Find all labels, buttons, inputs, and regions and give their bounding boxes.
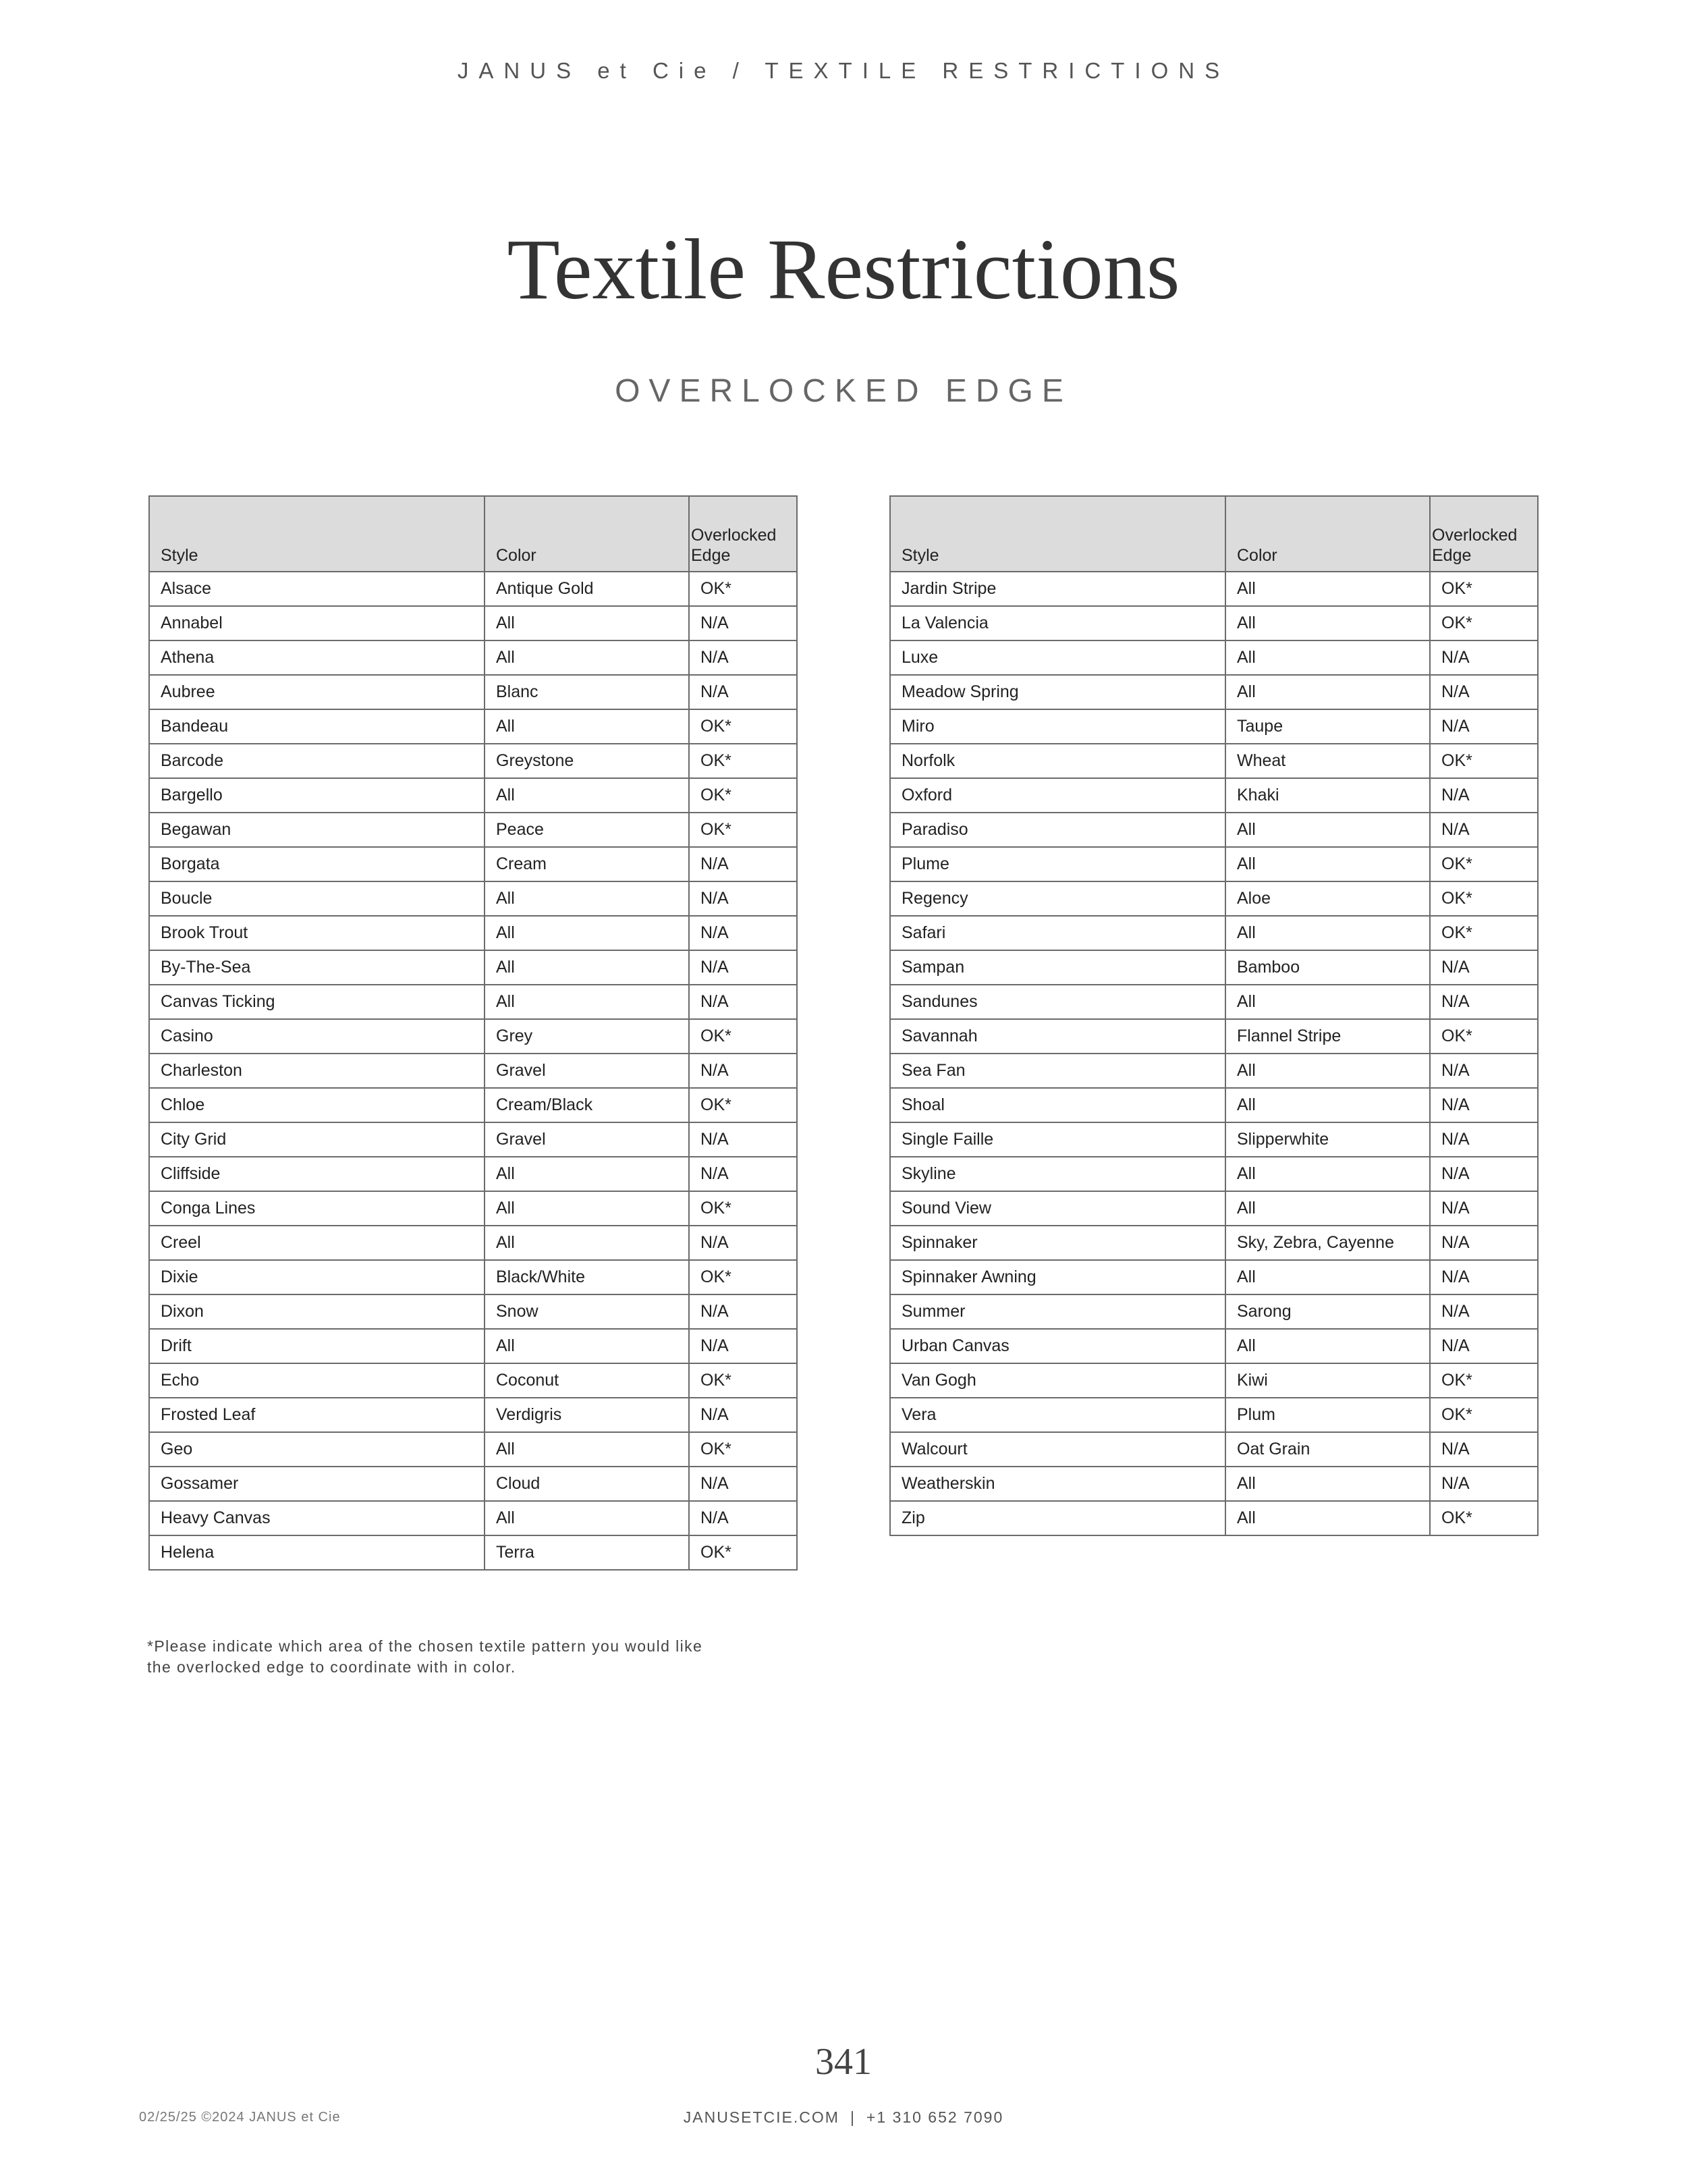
table-cell-style: Oxford [890, 778, 1225, 813]
table-cell-overlocked-edge: OK* [689, 572, 797, 606]
table-cell-style: Canvas Ticking [149, 985, 485, 1019]
table-cell-overlocked-edge: N/A [689, 916, 797, 950]
table-row [890, 709, 1538, 744]
table-cell-color: Kiwi [1225, 1363, 1430, 1398]
table-row [149, 813, 797, 847]
table-cell-style: Geo [149, 1432, 485, 1467]
table-cell-style: Miro [890, 709, 1225, 744]
table-row [149, 1191, 797, 1226]
table-cell-overlocked-edge: N/A [1430, 1294, 1538, 1329]
table-cell-overlocked-edge: N/A [689, 950, 797, 985]
table-cell-color: Slipperwhite [1225, 1122, 1430, 1157]
table-cell-color: All [485, 640, 689, 675]
table-row [890, 985, 1538, 1019]
column-header-overlocked-edge: Overlocked Edge [689, 496, 797, 572]
footer-date-copyright: 02/25/25 ©2024 JANUS et Cie [139, 2110, 341, 2125]
table-cell-style: Spinnaker Awning [890, 1260, 1225, 1294]
table-row [149, 1329, 797, 1363]
table-cell-style: Boucle [149, 881, 485, 916]
table-cell-overlocked-edge: N/A [1430, 1329, 1538, 1363]
footer-website-link[interactable]: JANUSETCIE.COM [683, 2108, 839, 2126]
table-cell-overlocked-edge: N/A [1430, 1157, 1538, 1191]
table-cell-overlocked-edge: OK* [1430, 881, 1538, 916]
table-cell-color: All [1225, 1088, 1430, 1122]
table-row [149, 916, 797, 950]
table-cell-color: All [485, 1191, 689, 1226]
table-cell-overlocked-edge: N/A [689, 1329, 797, 1363]
table-row [890, 675, 1538, 709]
table-cell-color: Khaki [1225, 778, 1430, 813]
table-cell-style: La Valencia [890, 606, 1225, 640]
table-row [149, 572, 797, 606]
table-cell-style: Bargello [149, 778, 485, 813]
table-cell-style: Safari [890, 916, 1225, 950]
table-cell-color: All [1225, 1467, 1430, 1501]
table-cell-style: Bandeau [149, 709, 485, 744]
table-cell-color: All [1225, 1260, 1430, 1294]
table-cell-style: Echo [149, 1363, 485, 1398]
table-cell-color: Flannel Stripe [1225, 1019, 1430, 1054]
table-row [890, 1226, 1538, 1260]
table-cell-color: All [1225, 847, 1430, 881]
column-header-overlocked-edge: Overlocked Edge [1430, 496, 1538, 572]
table-cell-overlocked-edge: N/A [689, 1122, 797, 1157]
table-cell-color: Terra [485, 1535, 689, 1570]
table-cell-color: Bamboo [1225, 950, 1430, 985]
table-cell-color: Cream/Black [485, 1088, 689, 1122]
table-cell-overlocked-edge: N/A [689, 985, 797, 1019]
table-cell-color: All [1225, 1191, 1430, 1226]
table-cell-overlocked-edge: OK* [1430, 1019, 1538, 1054]
table-cell-style: Dixon [149, 1294, 485, 1329]
table-row [890, 1088, 1538, 1122]
footer-phone: +1 310 652 7090 [866, 2108, 1004, 2126]
table-cell-style: Paradiso [890, 813, 1225, 847]
table-cell-style: Borgata [149, 847, 485, 881]
table-cell-style: Barcode [149, 744, 485, 778]
table-row [890, 1294, 1538, 1329]
table-cell-color: Taupe [1225, 709, 1430, 744]
table-row [890, 1398, 1538, 1432]
table-cell-overlocked-edge: OK* [689, 1363, 797, 1398]
column-header-color: Color [1225, 496, 1430, 572]
table-row [890, 1432, 1538, 1467]
table-cell-style: Norfolk [890, 744, 1225, 778]
table-row [890, 1019, 1538, 1054]
table-cell-style: Annabel [149, 606, 485, 640]
page-number: 341 [815, 2041, 872, 2083]
table-row [890, 640, 1538, 675]
table-cell-overlocked-edge: N/A [689, 1226, 797, 1260]
table-cell-color: All [485, 881, 689, 916]
table-cell-style: Zip [890, 1501, 1225, 1535]
table-cell-color: Sky, Zebra, Cayenne [1225, 1226, 1430, 1260]
table-cell-color: Gravel [485, 1054, 689, 1088]
table-cell-overlocked-edge: N/A [1430, 640, 1538, 675]
table-cell-color: All [1225, 572, 1430, 606]
table-cell-style: Sandunes [890, 985, 1225, 1019]
table-row [149, 1226, 797, 1260]
table-cell-style: Creel [149, 1226, 485, 1260]
table-cell-color: All [1225, 1157, 1430, 1191]
table-cell-overlocked-edge: N/A [689, 881, 797, 916]
table-cell-style: Single Faille [890, 1122, 1225, 1157]
table-header-row [149, 496, 797, 572]
table-cell-color: All [1225, 985, 1430, 1019]
table-cell-style: Van Gogh [890, 1363, 1225, 1398]
table-cell-overlocked-edge: OK* [1430, 606, 1538, 640]
restrictions-table-left [148, 495, 798, 1571]
table-cell-style: Aubree [149, 675, 485, 709]
table-cell-style: Sampan [890, 950, 1225, 985]
table-cell-style: Savannah [890, 1019, 1225, 1054]
table-cell-color: Grey [485, 1019, 689, 1054]
table-row [890, 1467, 1538, 1501]
table-cell-overlocked-edge: OK* [689, 1088, 797, 1122]
table-cell-color: Cream [485, 847, 689, 881]
table-row [149, 950, 797, 985]
table-row [149, 744, 797, 778]
table-row [149, 640, 797, 675]
table-cell-style: Alsace [149, 572, 485, 606]
table-row [890, 881, 1538, 916]
table-cell-color: All [1225, 916, 1430, 950]
table-cell-overlocked-edge: N/A [689, 606, 797, 640]
table-row [149, 1535, 797, 1570]
table-cell-color: All [1225, 1501, 1430, 1535]
table-row [890, 606, 1538, 640]
table-cell-overlocked-edge: OK* [689, 813, 797, 847]
table-row [149, 1122, 797, 1157]
page-header: JANUS et Cie / TEXTILE RESTRICTIONS [457, 58, 1230, 83]
table-cell-overlocked-edge: N/A [689, 1398, 797, 1432]
table-row [890, 778, 1538, 813]
table-row [149, 1157, 797, 1191]
table-cell-overlocked-edge: N/A [689, 1054, 797, 1088]
table-cell-overlocked-edge: OK* [689, 744, 797, 778]
table-cell-color: All [485, 1226, 689, 1260]
footnote-line: the overlocked edge to coordinate with in color. [147, 1658, 516, 1676]
table-cell-style: Conga Lines [149, 1191, 485, 1226]
table-cell-style: Luxe [890, 640, 1225, 675]
table-row [149, 1363, 797, 1398]
table-cell-overlocked-edge: OK* [689, 778, 797, 813]
table-cell-overlocked-edge: OK* [1430, 572, 1538, 606]
table-cell-style: Plume [890, 847, 1225, 881]
table-cell-style: Athena [149, 640, 485, 675]
table-cell-overlocked-edge: OK* [689, 1191, 797, 1226]
column-header-color: Color [485, 496, 689, 572]
table-cell-color: All [485, 916, 689, 950]
table-cell-overlocked-edge: N/A [1430, 1191, 1538, 1226]
table-cell-overlocked-edge: N/A [1430, 709, 1538, 744]
table-row [149, 778, 797, 813]
table-cell-style: Helena [149, 1535, 485, 1570]
table-cell-overlocked-edge: N/A [1430, 813, 1538, 847]
table-cell-color: All [1225, 1329, 1430, 1363]
table-cell-color: All [485, 950, 689, 985]
table-cell-overlocked-edge: N/A [689, 1501, 797, 1535]
table-cell-color: Antique Gold [485, 572, 689, 606]
table-cell-color: Peace [485, 813, 689, 847]
table-cell-color: Black/White [485, 1260, 689, 1294]
table-row [149, 1501, 797, 1535]
table-cell-color: All [1225, 813, 1430, 847]
table-cell-color: All [485, 1432, 689, 1467]
footer-contact [0, 2108, 1687, 2127]
table-cell-color: All [1225, 640, 1430, 675]
table-row [890, 1260, 1538, 1294]
table-cell-style: City Grid [149, 1122, 485, 1157]
table-row [149, 1467, 797, 1501]
restrictions-table-right [889, 495, 1539, 1536]
table-cell-style: Charleston [149, 1054, 485, 1088]
table-cell-overlocked-edge: N/A [1430, 778, 1538, 813]
table-row [890, 1501, 1538, 1535]
footnote [147, 1636, 754, 1678]
table-row [890, 1363, 1538, 1398]
table-row [149, 881, 797, 916]
table-cell-color: All [485, 1501, 689, 1535]
table-cell-style: Weatherskin [890, 1467, 1225, 1501]
table-cell-color: All [1225, 1054, 1430, 1088]
table-cell-overlocked-edge: N/A [1430, 1260, 1538, 1294]
table-row [890, 813, 1538, 847]
table-cell-overlocked-edge: OK* [1430, 847, 1538, 881]
table-cell-style: Sea Fan [890, 1054, 1225, 1088]
table-cell-color: Cloud [485, 1467, 689, 1501]
table-cell-style: Summer [890, 1294, 1225, 1329]
table-cell-style: Drift [149, 1329, 485, 1363]
table-cell-overlocked-edge: N/A [689, 1467, 797, 1501]
table-cell-style: By-The-Sea [149, 950, 485, 985]
table-cell-color: All [485, 1329, 689, 1363]
table-cell-overlocked-edge: N/A [689, 640, 797, 675]
table-cell-color: Verdigris [485, 1398, 689, 1432]
table-cell-style: Vera [890, 1398, 1225, 1432]
table-cell-overlocked-edge: OK* [1430, 1363, 1538, 1398]
page-title: Textile Restrictions [507, 221, 1180, 317]
column-header-style: Style [890, 496, 1225, 572]
table-row [890, 1054, 1538, 1088]
table-cell-style: Skyline [890, 1157, 1225, 1191]
table-cell-overlocked-edge: N/A [1430, 1054, 1538, 1088]
table-cell-color: All [485, 709, 689, 744]
table-cell-style: Gossamer [149, 1467, 485, 1501]
table-cell-style: Jardin Stripe [890, 572, 1225, 606]
table-cell-overlocked-edge: N/A [1430, 985, 1538, 1019]
table-cell-overlocked-edge: N/A [689, 847, 797, 881]
table-cell-overlocked-edge: OK* [1430, 1501, 1538, 1535]
table-header-row [890, 496, 1538, 572]
table-cell-overlocked-edge: OK* [689, 1432, 797, 1467]
table-cell-overlocked-edge: N/A [1430, 1088, 1538, 1122]
table-row [149, 675, 797, 709]
table-cell-color: Blanc [485, 675, 689, 709]
table-cell-style: Casino [149, 1019, 485, 1054]
table-cell-overlocked-edge: N/A [1430, 1467, 1538, 1501]
table-row [890, 1329, 1538, 1363]
table-row [890, 1191, 1538, 1226]
table-row [149, 606, 797, 640]
table-cell-overlocked-edge: N/A [1430, 675, 1538, 709]
table-row [890, 572, 1538, 606]
table-cell-overlocked-edge: N/A [1430, 1226, 1538, 1260]
table-cell-color: Aloe [1225, 881, 1430, 916]
table-cell-color: Greystone [485, 744, 689, 778]
table-cell-overlocked-edge: OK* [689, 709, 797, 744]
table-row [149, 709, 797, 744]
table-row [890, 1122, 1538, 1157]
table-cell-style: Heavy Canvas [149, 1501, 485, 1535]
table-row [149, 1294, 797, 1329]
table-row [149, 1432, 797, 1467]
table-cell-style: Meadow Spring [890, 675, 1225, 709]
table-cell-color: All [1225, 606, 1430, 640]
table-cell-overlocked-edge: N/A [1430, 1122, 1538, 1157]
table-row [149, 1398, 797, 1432]
table-cell-color: All [1225, 675, 1430, 709]
table-cell-overlocked-edge: N/A [689, 675, 797, 709]
table-cell-color: Coconut [485, 1363, 689, 1398]
table-cell-color: All [485, 985, 689, 1019]
table-row [890, 847, 1538, 881]
table-cell-overlocked-edge: OK* [689, 1260, 797, 1294]
table-cell-overlocked-edge: N/A [689, 1294, 797, 1329]
table-cell-style: Cliffside [149, 1157, 485, 1191]
table-cell-overlocked-edge: OK* [689, 1535, 797, 1570]
table-cell-color: All [485, 1157, 689, 1191]
table-cell-style: Spinnaker [890, 1226, 1225, 1260]
table-row [149, 847, 797, 881]
table-cell-overlocked-edge: OK* [1430, 744, 1538, 778]
table-cell-overlocked-edge: N/A [1430, 1432, 1538, 1467]
table-cell-color: All [485, 778, 689, 813]
table-cell-style: Walcourt [890, 1432, 1225, 1467]
table-cell-style: Frosted Leaf [149, 1398, 485, 1432]
table-cell-style: Shoal [890, 1088, 1225, 1122]
table-cell-color: Plum [1225, 1398, 1430, 1432]
table-cell-style: Chloe [149, 1088, 485, 1122]
table-row [890, 916, 1538, 950]
table-cell-overlocked-edge: N/A [689, 1157, 797, 1191]
table-cell-color: Sarong [1225, 1294, 1430, 1329]
table-cell-style: Begawan [149, 813, 485, 847]
footer-separator: | [850, 2108, 856, 2126]
table-row [149, 985, 797, 1019]
table-cell-color: Oat Grain [1225, 1432, 1430, 1467]
table-row [890, 950, 1538, 985]
table-cell-color: All [485, 606, 689, 640]
table-row [149, 1054, 797, 1088]
table-cell-overlocked-edge: OK* [689, 1019, 797, 1054]
table-cell-color: Gravel [485, 1122, 689, 1157]
table-row [149, 1019, 797, 1054]
column-header-style: Style [149, 496, 485, 572]
page-subtitle: OVERLOCKED EDGE [615, 373, 1072, 409]
table-cell-overlocked-edge: OK* [1430, 1398, 1538, 1432]
table-cell-style: Brook Trout [149, 916, 485, 950]
table-row [149, 1260, 797, 1294]
table-cell-overlocked-edge: OK* [1430, 916, 1538, 950]
table-cell-style: Urban Canvas [890, 1329, 1225, 1363]
table-row [149, 1088, 797, 1122]
table-cell-color: Wheat [1225, 744, 1430, 778]
footnote-line: *Please indicate which area of the chosen textile pattern you would like [147, 1637, 703, 1655]
table-row [890, 744, 1538, 778]
table-cell-overlocked-edge: N/A [1430, 950, 1538, 985]
table-row [890, 1157, 1538, 1191]
table-cell-style: Regency [890, 881, 1225, 916]
table-cell-color: Snow [485, 1294, 689, 1329]
table-cell-style: Dixie [149, 1260, 485, 1294]
table-cell-style: Sound View [890, 1191, 1225, 1226]
